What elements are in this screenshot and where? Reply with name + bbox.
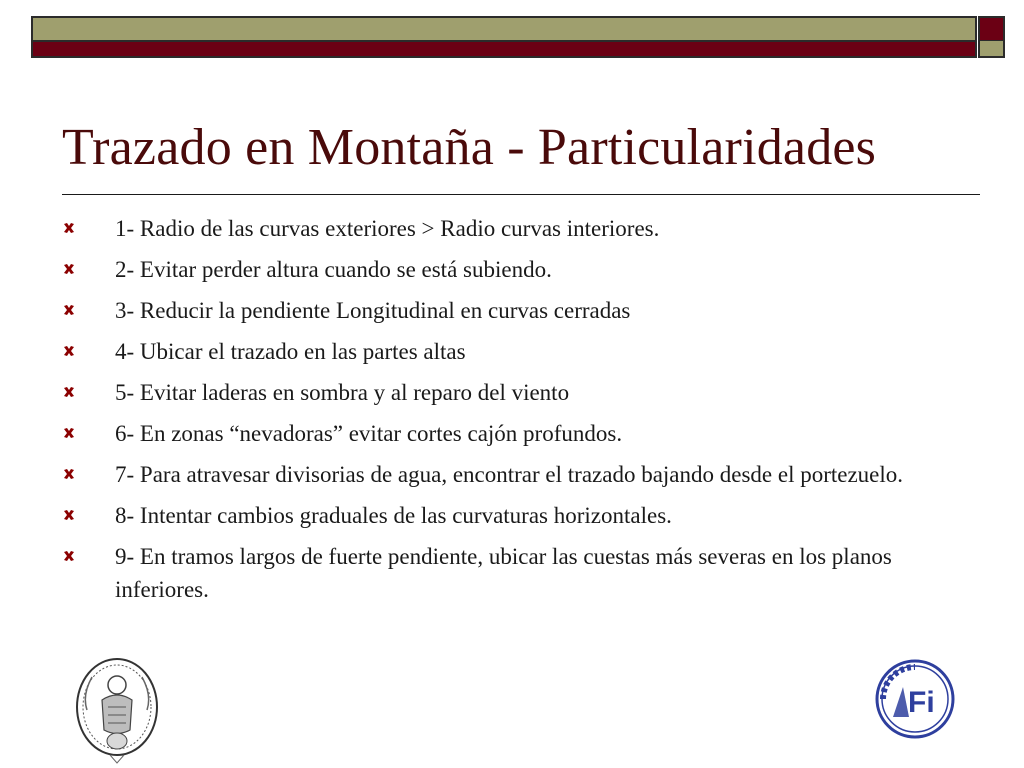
university-seal-icon bbox=[72, 655, 162, 765]
bullet-text: 3- Reducir la pendiente Longitudinal en curvas cerradas bbox=[115, 298, 631, 323]
title-divider bbox=[62, 194, 980, 195]
list-item bbox=[62, 417, 962, 450]
x-bullet-icon bbox=[62, 344, 76, 358]
bullet-text: 7- Para atravesar divisorias de agua, encontrar el trazado bajando desde el portezuelo. bbox=[115, 462, 904, 487]
x-bullet-icon bbox=[62, 467, 76, 481]
list-item bbox=[62, 335, 962, 368]
bullet-text: 1- Radio de las curvas exteriores > Radio curvas interiores. bbox=[115, 216, 660, 241]
fi-logo-text: Fi bbox=[908, 686, 935, 719]
bullet-text: 9- En tramos largos de fuerte pendiente, ubicar las cuestas más severas en los planos inferiores. bbox=[115, 544, 892, 602]
bullet-text: 5- Evitar laderas en sombra y al reparo del viento bbox=[115, 380, 570, 405]
header-bar-olive bbox=[31, 16, 977, 42]
header-bar-maroon bbox=[31, 42, 977, 58]
list-item bbox=[62, 540, 962, 606]
x-bullet-icon bbox=[62, 508, 76, 522]
bullet-text: 2- Evitar perder altura cuando se está subiendo. bbox=[115, 257, 552, 282]
x-bullet-icon bbox=[62, 221, 76, 235]
x-bullet-icon bbox=[62, 426, 76, 440]
x-bullet-icon bbox=[62, 385, 76, 399]
bullet-text: 4- Ubicar el trazado en las partes altas bbox=[115, 339, 466, 364]
x-bullet-icon bbox=[62, 303, 76, 317]
list-item bbox=[62, 212, 962, 245]
list-item bbox=[62, 294, 962, 327]
bullet-text: 6- En zonas “nevadoras” evitar cortes cajón profundos. bbox=[115, 421, 623, 446]
fi-faculty-logo-icon bbox=[873, 657, 957, 741]
header-square-maroon bbox=[978, 16, 1005, 42]
x-bullet-icon bbox=[62, 262, 76, 276]
list-item bbox=[62, 499, 962, 532]
bullet-list bbox=[62, 212, 962, 614]
x-bullet-icon bbox=[62, 549, 76, 563]
header-square-olive bbox=[978, 41, 1005, 58]
slide-title: Trazado en Montaña - Particularidades bbox=[62, 119, 877, 176]
list-item bbox=[62, 458, 962, 491]
list-item bbox=[62, 253, 962, 286]
bullet-text: 8- Intentar cambios graduales de las curvaturas horizontales. bbox=[115, 503, 672, 528]
list-item bbox=[62, 376, 962, 409]
